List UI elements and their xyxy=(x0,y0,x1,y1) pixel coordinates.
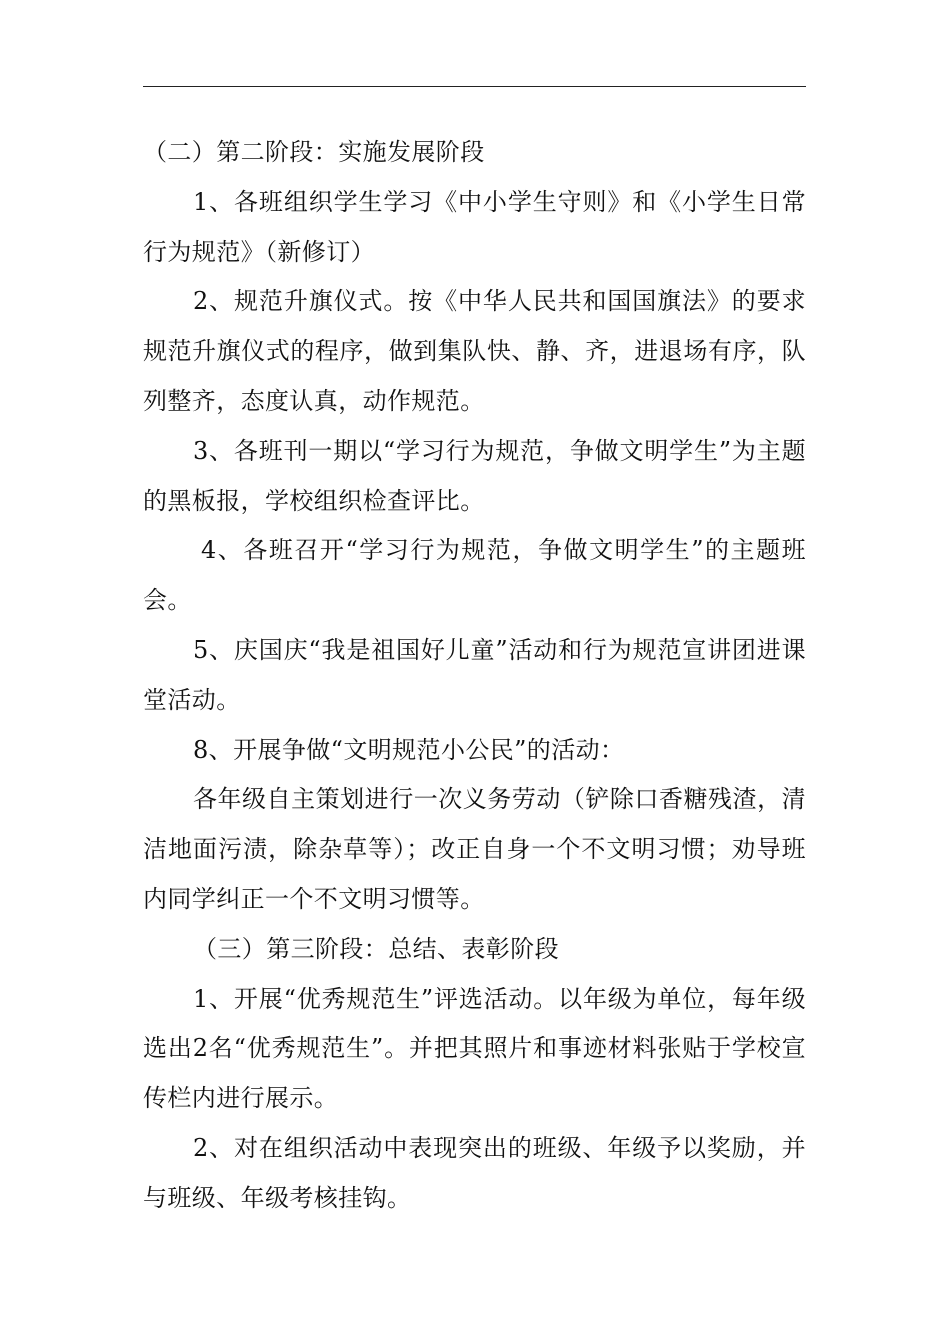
paragraph-item-2: 2、规范升旗仪式。按《中华人民共和国国旗法》的要求规范升旗仪式的程序，做到集队快、静、齐，进退场有序，队列整齐，态度认真，动作规范。 xyxy=(143,287,806,415)
paragraph-item-5: 5、庆国庆“我是祖国好儿童”活动和行为规范宣讲团进课堂活动。 xyxy=(143,635,806,714)
paragraph-item-4: 4、各班召开“学习行为规范，争做文明学生”的主题班会。 xyxy=(143,536,806,615)
paragraph-item-8: 8、开展争做“文明规范小公民”的活动： xyxy=(193,735,625,764)
section-heading-stage-2: （二）第二阶段：实施发展阶段 xyxy=(143,138,485,166)
document-body xyxy=(143,128,806,1224)
paragraph-stage3-item-1: 1、开展“优秀规范生”评选活动。以年级为单位，每年级选出2名“优秀规范生”。并把其照片和事迹材料张贴于学校宣传栏内进行展示。 xyxy=(143,984,806,1113)
paragraph-item-8-detail: 各年级自主策划进行一次义务劳动（铲除口香糖残渣，清洁地面污渍，除杂草等）；改正自身一个不文明习惯；劝导班内同学纠正一个不文明习惯等。 xyxy=(143,785,806,913)
paragraph-item-3: 3、各班刊一期以“学习行为规范，争做文明学生”为主题的黑板报，学校组织检查评比。 xyxy=(143,436,806,515)
paragraph-item-1: 1、各班组织学生学习《中小学生守则》和《小学生日常行为规范》（新修订） xyxy=(143,187,806,266)
section-heading-stage-3: （三）第三阶段：总结、表彰阶段 xyxy=(193,934,559,963)
paragraph-stage3-item-2: 2、对在组织活动中表现突出的班级、年级予以奖励，并与班级、年级考核挂钩。 xyxy=(143,1133,806,1212)
header-rule xyxy=(143,86,806,87)
